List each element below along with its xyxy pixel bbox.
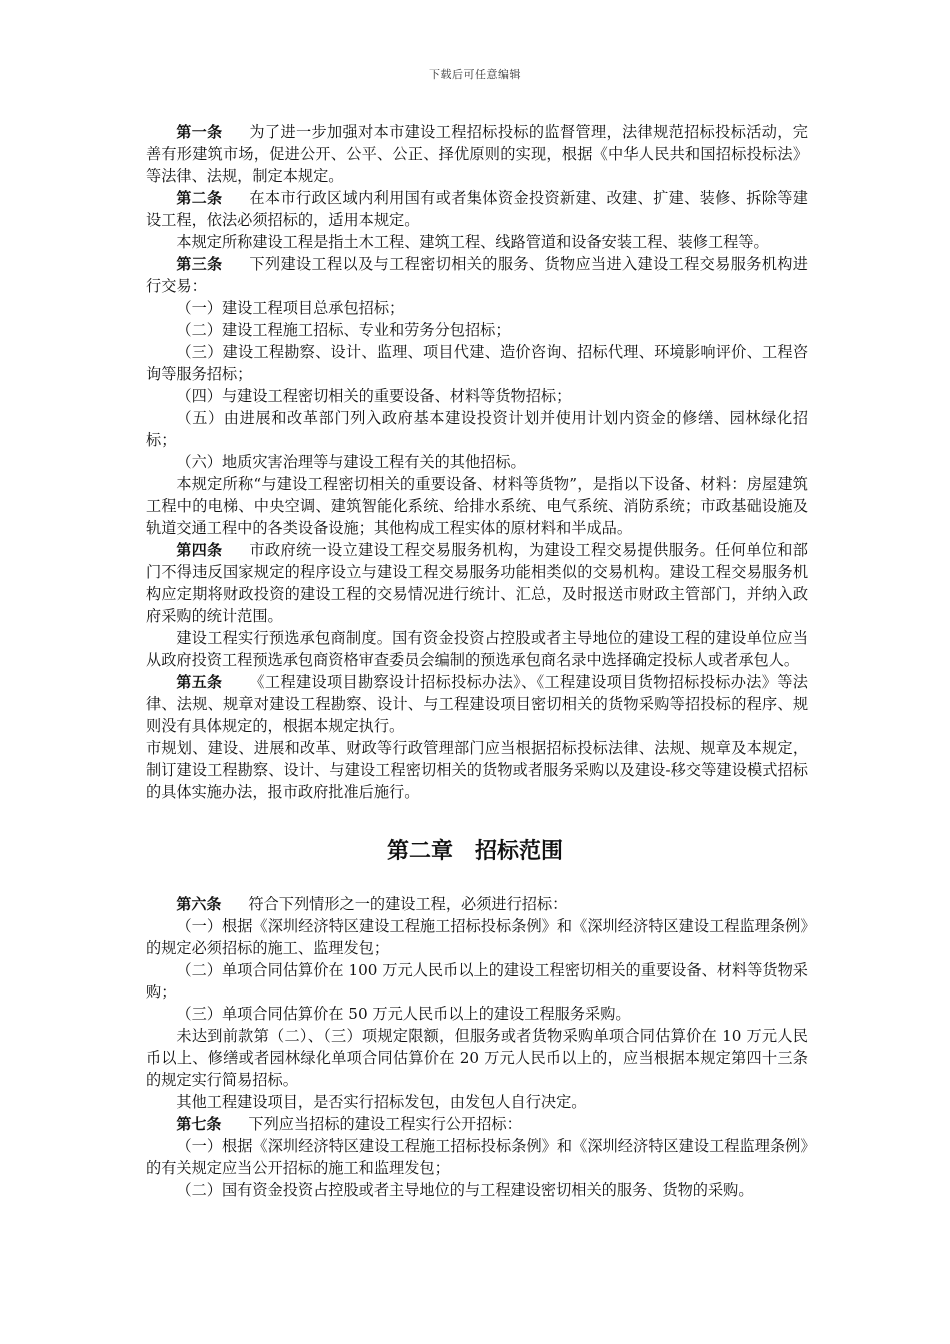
article-paragraph [146,187,808,231]
clause-paragraph [146,231,808,253]
paragraph-text: （二）国有资金投资占控股或者主导地位的与工程建设密切相关的服务、货物的采购。 [176,1181,754,1199]
clause-paragraph [146,627,808,671]
paragraph-text: （六）地质灾害治理等与建设工程有关的其他招标。 [176,453,526,471]
clause-paragraph [146,1091,808,1113]
paragraph-text: （三）单项合同估算价在 50 万元人民币以上的建设工程服务采购。 [176,1005,631,1023]
section-1-body [146,121,808,803]
article-paragraph [146,893,808,915]
paragraph-text: （一）建设工程项目总承包招标； [176,299,405,317]
article-paragraph [146,671,808,737]
paragraph-text: 市规划、建设、进展和改革、财政等行政管理部门应当根据招标投标法律、法规、规章及本规定，制订建设工程勘察、设计、与建设工程密切相关的货物或者服务采购以及建设-移交等建设模式招标的具体实施办法，报市政府批准后施行。 [146,739,808,801]
clause-paragraph [146,1135,808,1179]
paragraph-text: 在本市行政区域内利用国有或者集体资金投资新建、改建、扩建、装修、拆除等建设工程，依法必须招标的，适用本规定。 [146,189,808,229]
paragraph-text: （四）与建设工程密切相关的重要设备、材料等货物招标； [176,387,572,405]
clause-paragraph [146,473,808,539]
paragraph-text: （一）根据《深圳经济特区建设工程施工招标投标条例》和《深圳经济特区建设工程监理条例》的规定必须招标的施工、监理发包； [146,917,808,957]
paragraph-text: （二）单项合同估算价在 100 万元人民币以上的建设工程密切相关的重要设备、材料等货物采购； [146,961,808,1001]
paragraph-text: 符合下列情形之一的建设工程，必须进行招标： [248,895,568,913]
section-2-body [146,893,808,1201]
clause-paragraph [146,737,808,803]
paragraph-text: 《工程建设项目勘察设计招标投标办法》、《工程建设项目货物招标投标办法》等法律、法规、规章对建设工程勘察、设计、与工程建设项目密切相关的货物采购等招投标的程序、规则没有具体规定的，根据本规定执行。 [146,673,808,735]
paragraph-text: （三）建设工程勘察、设计、监理、项目代建、造价咨询、招标代理、环境影响评价、工程咨询等服务招标； [146,343,808,383]
paragraph-text: 市政府统一设立建设工程交易服务机构，为建设工程交易提供服务。任何单位和部门不得违反国家规定的程序设立与建设工程交易服务功能相类似的交易机构。建设工程交易服务机构应定期将财政投资的建设工程的交易情况进行统计、汇总，及时报送市财政主管部门，并纳入政府采购的统计范围。 [146,541,808,625]
chapter-title: 第二章 招标范围 [386,839,563,864]
paragraph-text: （五）由进展和改革部门列入政府基本建设投资计划并使用计划内资金的修缮、园林绿化招标； [146,409,808,449]
article-label: 第三条 [176,255,223,273]
article-label: 第四条 [176,541,223,559]
clause-paragraph [146,451,808,473]
clause-paragraph [146,1179,808,1201]
article-label: 第七条 [176,1115,222,1133]
paragraph-text: 本规定所称“与建设工程密切相关的重要设备、材料等货物”，是指以下设备、材料：房屋建筑工程中的电梯、中央空调、建筑智能化系统、给排水系统、电气系统、消防系统；市政基础设施及轨道交通工程中的各类设备设施；其他构成工程实体的原材料和半成品。 [146,475,808,537]
clause-paragraph [146,1003,808,1025]
paragraph-text: 未达到前款第（二）、（三）项规定限额，但服务或者货物采购单项合同估算价在 10 万元人民币以上、修缮或者园林绿化单项合同估算价在 20 万元人民币以上的，应当根据本规定第四十三条的规定实行简易招标。 [146,1027,808,1089]
clause-paragraph [146,385,808,407]
article-label: 第二条 [176,189,223,207]
paragraph-text: 下列应当招标的建设工程实行公开招标： [248,1115,522,1133]
paragraph-text: 下列建设工程以及与工程密切相关的服务、货物应当进入建设工程交易服务机构进行交易： [146,255,808,295]
article-paragraph [146,121,808,187]
clause-paragraph [146,407,808,451]
page-header: 下载后可任意编辑 [429,68,521,81]
article-label: 第一条 [176,123,223,141]
article-paragraph [146,253,808,297]
paragraph-text: 为了进一步加强对本市建设工程招标投标的监督管理，法律规范招标投标活动，完善有形建筑市场，促进公开、公平、公正、择优原则的实现，根据《中华人民共和国招标投标法》等法律、法规，制定本规定。 [146,123,808,185]
clause-paragraph [146,297,808,319]
paragraph-text: 其他工程建设项目，是否实行招标发包，由发包人自行决定。 [176,1093,587,1111]
clause-paragraph [146,1025,808,1091]
clause-paragraph [146,341,808,385]
clause-paragraph [146,959,808,1003]
article-label: 第六条 [176,895,222,913]
clause-paragraph [146,915,808,959]
article-paragraph [146,1113,808,1135]
article-label: 第五条 [176,673,223,691]
paragraph-text: 本规定所称建设工程是指土木工程、建筑工程、线路管道和设备安装工程、装修工程等。 [176,233,769,251]
paragraph-text: （一）根据《深圳经济特区建设工程施工招标投标条例》和《深圳经济特区建设工程监理条例》的有关规定应当公开招标的施工和监理发包； [146,1137,808,1177]
paragraph-text: 建设工程实行预选承包商制度。国有资金投资占控股或者主导地位的建设工程的建设单位应当从政府投资工程预选承包商资格审查委员会编制的预选承包商名录中选择确定投标人或者承包人。 [146,629,808,669]
article-paragraph [146,539,808,627]
paragraph-text: （二）建设工程施工招标、专业和劳务分包招标； [176,321,511,339]
clause-paragraph [146,319,808,341]
